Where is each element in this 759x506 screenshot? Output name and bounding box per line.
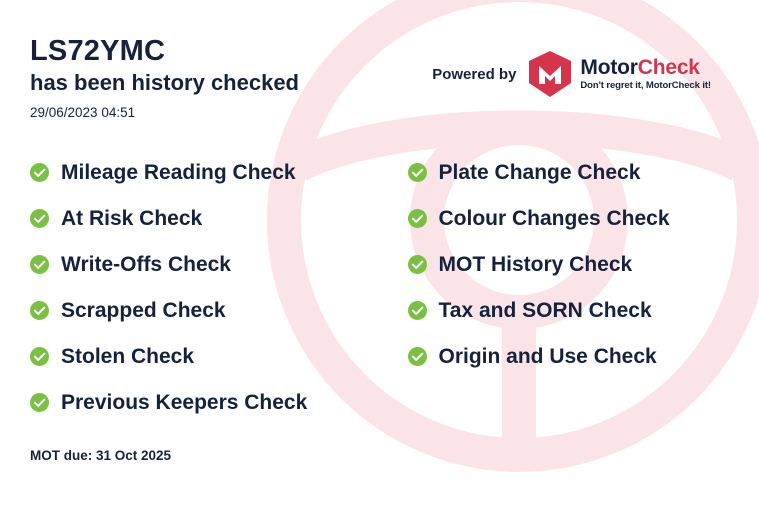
check-circle-icon bbox=[30, 301, 49, 320]
check-label: Plate Change Check bbox=[438, 160, 641, 184]
check-label: Scrapped Check bbox=[61, 298, 226, 322]
check-item bbox=[30, 242, 380, 288]
check-circle-icon bbox=[408, 163, 427, 182]
motorcheck-wordmark bbox=[580, 57, 711, 90]
logo-word bbox=[580, 57, 711, 79]
powered-by-label: Powered by bbox=[432, 65, 517, 83]
motorcheck-logo bbox=[528, 50, 711, 98]
check-circle-icon bbox=[408, 209, 427, 228]
logo-word-accent: Check bbox=[637, 56, 700, 80]
checks-column-right bbox=[380, 150, 730, 426]
check-circle-icon bbox=[30, 347, 49, 366]
check-label: MOT History Check bbox=[438, 252, 633, 276]
check-label: Write-Offs Check bbox=[61, 252, 231, 276]
check-circle-icon bbox=[408, 255, 427, 274]
page-title: has been history checked bbox=[30, 70, 299, 96]
vehicle-registration: LS72YMC bbox=[30, 35, 166, 67]
check-label: Previous Keepers Check bbox=[61, 390, 308, 414]
check-item bbox=[408, 242, 730, 288]
checks-column-left bbox=[30, 150, 380, 426]
check-item bbox=[30, 150, 380, 196]
check-item bbox=[30, 380, 380, 426]
check-circle-icon bbox=[408, 301, 427, 320]
check-label: Mileage Reading Check bbox=[61, 160, 296, 184]
motorcheck-m-icon bbox=[528, 50, 572, 98]
powered-by-block bbox=[432, 50, 711, 98]
logo-word-primary: Motor bbox=[580, 56, 638, 80]
mot-due-text: MOT due: 31 Oct 2025 bbox=[30, 447, 172, 463]
check-circle-icon bbox=[30, 255, 49, 274]
logo-tagline: Don't regret it, MotorCheck it! bbox=[580, 79, 711, 91]
check-item bbox=[408, 334, 730, 380]
check-item bbox=[408, 288, 730, 334]
card-header bbox=[30, 34, 729, 120]
check-label: At Risk Check bbox=[61, 206, 203, 230]
checks-grid bbox=[30, 150, 729, 426]
check-label: Colour Changes Check bbox=[438, 206, 670, 230]
check-item bbox=[30, 334, 380, 380]
check-circle-icon bbox=[408, 347, 427, 366]
check-circle-icon bbox=[30, 163, 49, 182]
title-block bbox=[30, 34, 299, 120]
check-circle-icon bbox=[30, 393, 49, 412]
check-label: Stolen Check bbox=[61, 344, 195, 368]
check-item bbox=[408, 196, 730, 242]
check-item bbox=[30, 288, 380, 334]
check-timestamp: 29/06/2023 04:51 bbox=[30, 104, 136, 120]
check-label: Tax and SORN Check bbox=[438, 298, 652, 322]
check-item bbox=[408, 150, 730, 196]
check-circle-icon bbox=[30, 209, 49, 228]
check-label: Origin and Use Check bbox=[438, 344, 657, 368]
check-item bbox=[30, 196, 380, 242]
